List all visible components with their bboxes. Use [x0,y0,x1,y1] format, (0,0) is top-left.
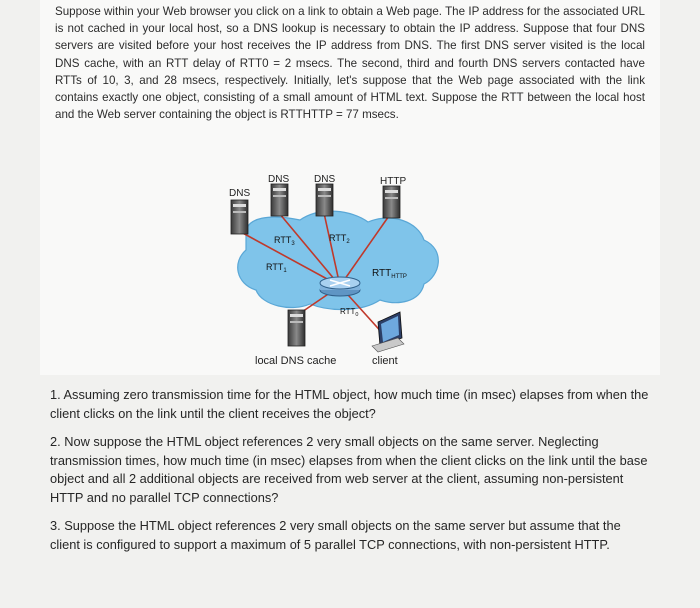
question-list [50,386,650,564]
label-dns-left: DNS [229,188,251,199]
question-2: 2. Now suppose the HTML object references 2 very small objects on the same server. Neglecting transmission times, how much time (in msec) elapses from when the client clicks on the link until the base object and all 2 additional objects are received from web server at the client, assuming non-persistent HTTP and no parallel TCP connections? [50,434,648,505]
label-client: client [372,355,398,367]
label-dns-mid2: DNS [314,174,336,185]
label-dns-mid1: DNS [268,174,290,185]
router-icon [320,277,360,296]
rtt3-label: $RTT_3$ [274,235,295,247]
question-3: 3. Suppose the HTML object references 2 very small objects on the same server but assume that the client is configured to support a maximum of 5 parallel TCP connections, with non-persistent HTTP. [50,518,621,552]
dns-server-mid2-icon [316,184,333,216]
client-computer-icon [372,312,404,352]
dns-server-left-icon [231,200,248,234]
rtt-http-label: $RTT_{HTTP}$ [372,268,407,280]
local-dns-server-icon [288,310,305,346]
problem-intro: Suppose within your Web browser you click on a link to obtain a Web page. The IP address for the associated URL is not cached in your local host, so a DNS lookup is necessary to obtain the IP address. Suppose that four DNS servers are visited before your host receives the IP address from DNS. The first DNS server visited is the local DNS cache, with an RTT delay of RTT0 = 2 msecs. The second, third and fourth DNS servers contacted have RTTs of 10, 3, and 28 msecs, respectively. Initially, let's suppose that the Web page associated with the link contains exactly one object, consisting of a small amount of HTML text. Suppose the RTT between the local host and the Web server containing the object is RTTHTTP = 77 msecs. [55,5,645,122]
rtt1-label: $RTT_1$ [266,262,287,274]
label-local-dns-cache: local DNS cache [255,355,337,367]
label-http: HTTP [380,176,407,187]
question-1: 1. Assuming zero transmission time for the HTML object, how much time (in msec) elapses from when the client clicks on the link until the client receives the object? [50,387,649,421]
http-server-icon [383,186,400,218]
rtt0-label: $RTT_0$ [340,307,359,318]
dns-server-mid1-icon [271,184,288,216]
rtt2-label: $RTT_2$ [329,233,350,245]
